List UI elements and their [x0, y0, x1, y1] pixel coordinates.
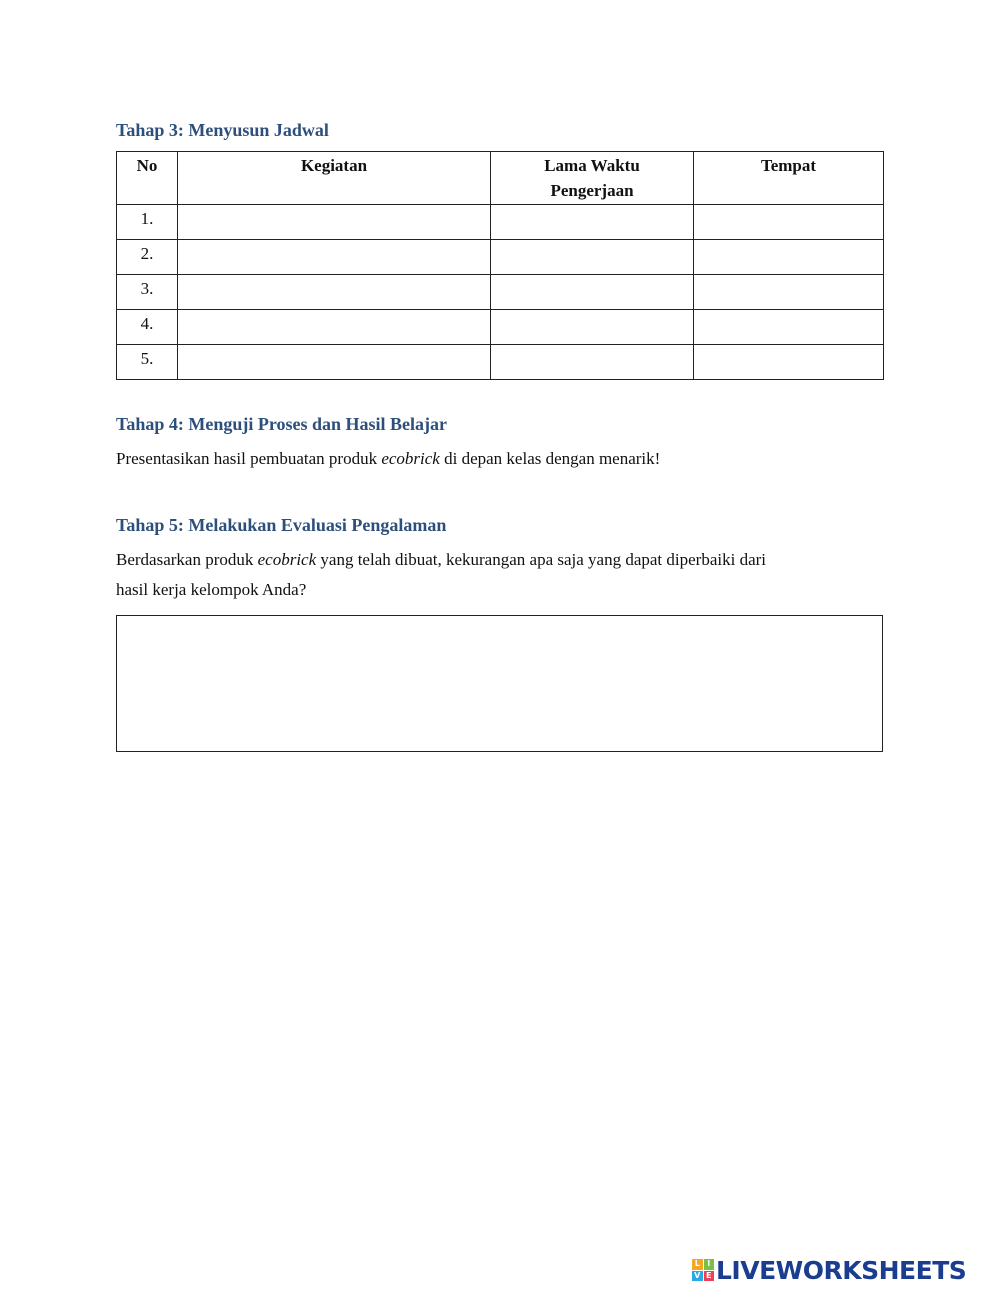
schedule-table — [116, 151, 884, 380]
table-row — [117, 240, 884, 275]
logo-letter: L — [692, 1259, 703, 1270]
section-5-text-italic: ecobrick — [257, 550, 317, 569]
tempat-cell[interactable] — [694, 205, 884, 240]
section-3-heading: Tahap 3: Menyusun Jadwal — [116, 120, 329, 140]
section-4-text-after: di depan kelas dengan menarik! — [439, 449, 661, 468]
section-4-instruction — [116, 444, 660, 474]
table-header-row — [117, 152, 884, 205]
header-tempat: Tempat — [694, 152, 884, 205]
tempat-cell[interactable] — [694, 275, 884, 310]
lama-waktu-cell[interactable] — [491, 310, 694, 345]
row-number: 5. — [117, 345, 178, 380]
kegiatan-cell[interactable] — [178, 205, 491, 240]
section-4-text-italic: ecobrick — [381, 449, 440, 468]
kegiatan-cell[interactable] — [178, 345, 491, 380]
lama-waktu-cell[interactable] — [491, 275, 694, 310]
section-5-text-before: Berdasarkan produk — [116, 550, 258, 569]
table-row — [117, 345, 884, 380]
table-row — [117, 275, 884, 310]
live-logo-icon — [692, 1259, 714, 1281]
header-kegiatan: Kegiatan — [178, 152, 491, 205]
section-5-question — [116, 545, 766, 605]
header-no: No — [117, 152, 178, 205]
header-lama-line2: Pengerjaan — [550, 181, 634, 200]
header-lama-line1: Lama Waktu — [544, 156, 640, 175]
kegiatan-cell[interactable] — [178, 275, 491, 310]
section-4-text-before: Presentasikan hasil pembuatan produk — [116, 449, 382, 468]
liveworksheets-logo — [692, 1256, 966, 1284]
logo-letter: E — [704, 1271, 715, 1282]
brand-name: LIVEWORKSHEETS — [716, 1255, 967, 1285]
tempat-cell[interactable] — [694, 240, 884, 275]
section-5-text-after: yang telah dibuat, kekurangan apa saja yang dapat diperbaiki dari — [316, 550, 767, 569]
kegiatan-cell[interactable] — [178, 240, 491, 275]
tempat-cell[interactable] — [694, 310, 884, 345]
logo-letter: I — [704, 1259, 715, 1270]
header-lama-waktu — [491, 152, 694, 205]
table-row — [117, 310, 884, 345]
section-5-text-line2: hasil kerja kelompok Anda? — [116, 580, 307, 599]
row-number: 2. — [117, 240, 178, 275]
section-4-heading: Tahap 4: Menguji Proses dan Hasil Belajar — [116, 414, 448, 434]
answer-box[interactable] — [116, 615, 883, 752]
table-row — [117, 205, 884, 240]
kegiatan-cell[interactable] — [178, 310, 491, 345]
lama-waktu-cell[interactable] — [491, 205, 694, 240]
lama-waktu-cell[interactable] — [491, 240, 694, 275]
row-number: 3. — [117, 275, 178, 310]
row-number: 4. — [117, 310, 178, 345]
tempat-cell[interactable] — [694, 345, 884, 380]
logo-letter: V — [692, 1271, 703, 1282]
row-number: 1. — [117, 205, 178, 240]
section-5-heading: Tahap 5: Melakukan Evaluasi Pengalaman — [116, 515, 447, 535]
lama-waktu-cell[interactable] — [491, 345, 694, 380]
